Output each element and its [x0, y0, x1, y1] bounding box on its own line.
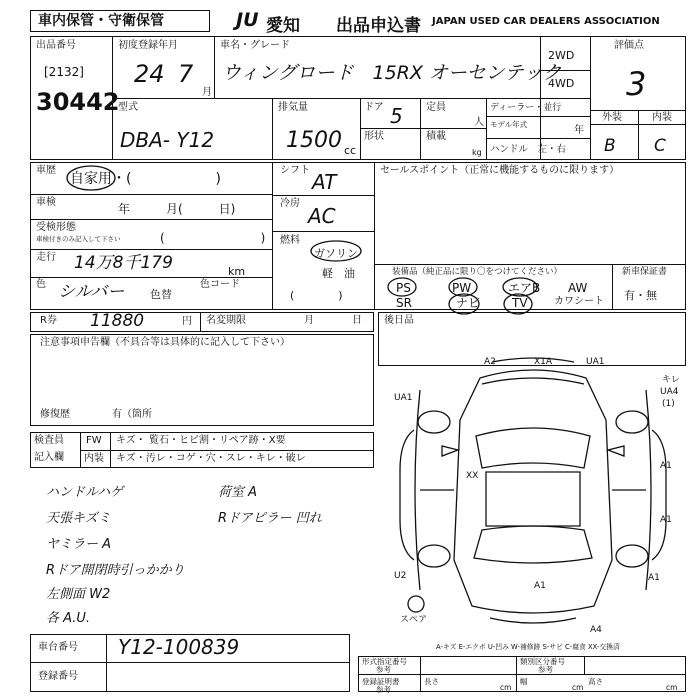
recycle-unit: 円	[182, 316, 192, 327]
note-5: 左側面 W2	[46, 587, 111, 602]
note-3: ヤミラー A	[46, 537, 112, 552]
int-label: 内装	[652, 112, 672, 123]
warranty-label: 新車保証書	[622, 267, 668, 277]
mileage-value: 14万8千179	[74, 253, 173, 273]
damage-legend: A-キズ E-エクボ U-凹み W-補修跡 S-サビ C-腐食 XX-交換済	[436, 643, 620, 651]
reg-label: 初度登録年月	[118, 40, 178, 51]
diagram-label-a1-r3: A1	[648, 573, 660, 583]
note-8: Rドアピラー 凹れ	[218, 511, 322, 526]
height-unit: cm	[666, 683, 678, 692]
repair-label: 修復歴	[40, 409, 70, 420]
retain-note: 車検付きのみ記入して下さい	[36, 235, 121, 243]
ext-label: 外装	[602, 112, 622, 123]
diagram-label-left-u2: U2	[394, 571, 407, 581]
fuel-label: 燃料	[280, 235, 300, 246]
association-name: JAPAN USED CAR DEALERS ASSOCIATION	[432, 16, 660, 27]
equip-ps: PS	[396, 281, 411, 295]
inspector-row2-items: キズ・汚レ・コゲ・穴・スレ・キレ・破レ	[116, 453, 306, 464]
recycle-label: R券	[40, 315, 57, 326]
warranty-value: 有・無	[624, 289, 657, 302]
diagram-label-a1-r2: A1	[660, 515, 672, 525]
name-change-month: 月	[304, 315, 314, 326]
color-change: 色替	[150, 288, 172, 301]
lot-code: [2132]	[44, 65, 84, 79]
note-6: 各 A.U.	[46, 611, 91, 626]
chassis-value: Y12-100839	[118, 635, 240, 659]
name-change-label: 名変期限	[206, 315, 246, 326]
car-damage-diagram	[380, 350, 686, 640]
reg-year: 24	[134, 60, 165, 88]
diagram-label-x1a: X1A	[534, 357, 553, 367]
note-4: Rドア開閉時引っかかり	[46, 563, 185, 578]
color-value: シルバー	[58, 282, 125, 302]
repair-value: 有（箇所	[112, 409, 152, 420]
inspector-row2-tag: 内装	[84, 453, 104, 464]
note-1: ハンドルハゲ	[46, 485, 124, 500]
equip-seat: カワシート	[554, 296, 604, 307]
fuel-light: 軽 油	[322, 267, 355, 280]
reg-month: 7	[178, 60, 194, 88]
equip-sr: SR	[396, 296, 412, 310]
diagram-label-ua1: UA1	[586, 357, 605, 367]
length-unit: cm	[500, 683, 512, 692]
diagram-label-spare: スペア	[400, 615, 428, 625]
cert-note: 登録証明書	[362, 677, 400, 686]
color-code-label: 色コード	[200, 279, 240, 290]
model-label: 型式	[118, 102, 138, 113]
inspector-row1-items: キズ・ 覧石・ヒビ割・リペア跡・X要	[116, 435, 286, 446]
equip-aw: AW	[568, 281, 588, 295]
length-label: 長さ	[424, 677, 439, 686]
class-ref: 参考	[538, 665, 553, 674]
notes-title: 注意事項申告欄（不具合等は具体的に記入して下さい）	[40, 337, 290, 348]
color-label: 色	[36, 279, 46, 290]
disp-label: 排気量	[278, 102, 308, 113]
equip-label: 装備品（純正品に限り〇をつけてください）	[392, 267, 563, 277]
diagram-label-a2: A2	[484, 357, 496, 367]
inspector-label-bottom: 記入欄	[34, 452, 64, 463]
history-label: 車歴	[36, 165, 56, 176]
score-label: 評価点	[614, 40, 644, 51]
model-year-label: モデル年式	[490, 120, 528, 129]
retain-label: 受検形態	[36, 222, 76, 233]
disp-unit: cc	[344, 144, 357, 157]
lot-number: 30442	[36, 88, 120, 116]
retain-value: ( )	[160, 231, 266, 245]
history-value: 自家用・( )	[70, 171, 221, 187]
disp-value: 1500	[286, 128, 342, 153]
height-label: 高さ	[588, 677, 603, 686]
load-unit: kg	[472, 148, 482, 157]
year-unit: 年	[574, 125, 584, 136]
int-value: C	[654, 136, 666, 156]
inspect-label: 車検	[36, 197, 56, 208]
class-number-label: 類別区分番号	[520, 657, 565, 666]
equip-airbag: エアB	[508, 281, 541, 295]
equip-pw: PW	[452, 281, 472, 295]
name-change-day: 日	[352, 315, 362, 326]
diagram-label-ua4: UA4	[660, 387, 679, 397]
reg-month-unit: 月	[202, 87, 212, 98]
model-value: DBA- Y12	[120, 128, 215, 152]
ext-value: B	[604, 136, 616, 156]
diagram-label-paren: (1)	[662, 399, 675, 409]
equip-tv: TV	[512, 296, 528, 310]
shift-value: AT	[312, 170, 337, 194]
shift-label: シフト	[280, 165, 310, 176]
note-7: 荷室 A	[218, 485, 258, 500]
diagram-label-a1-c: A1	[534, 581, 546, 591]
note-2: 天張キズミ	[46, 511, 111, 526]
cert-ref: 参考	[376, 685, 391, 694]
equip-navi: ナビ	[456, 296, 481, 310]
logo-pref: 愛知	[266, 16, 300, 36]
recycle-value: 11880	[90, 311, 145, 331]
car-name: ウィングロード 15RX オーセンテック	[222, 62, 562, 84]
inspect-value: 年 月( 日)	[118, 202, 236, 216]
storage-tag-text: 車内保管・守衛保管	[38, 13, 164, 29]
diagram-label-kire: キレ	[662, 375, 680, 385]
ac-label: 冷房	[280, 198, 300, 209]
mileage-unit: km	[228, 265, 246, 278]
inspector-label-top: 検査員	[34, 435, 64, 446]
cap-unit: 人	[474, 117, 484, 128]
ac-value: AC	[308, 204, 336, 228]
chassis-label: 車台番号	[38, 642, 78, 653]
door-label: ドア	[364, 102, 384, 113]
diagram-label-xx: XX	[466, 471, 479, 481]
type-ref: 参考	[376, 665, 391, 674]
after-label: 後日品	[384, 315, 414, 326]
load-label: 積載	[426, 131, 446, 142]
name-label: 車名・グレード	[220, 40, 290, 51]
diagram-label-a1-r1: A1	[660, 461, 672, 471]
ju-logo: JU	[236, 9, 259, 31]
handle-label: ハンドル 左・右	[490, 144, 567, 155]
diagram-label-a4: A4	[590, 625, 602, 635]
form-title: 出品申込書	[336, 16, 421, 36]
type-number-label: 形式指定番号	[362, 657, 407, 666]
drive-2wd: 2WD	[548, 49, 575, 62]
width-unit: cm	[572, 683, 584, 692]
registration-label: 登録番号	[38, 671, 78, 682]
lot-label: 出品番号	[36, 40, 76, 51]
door-value: 5	[390, 104, 403, 128]
fuel-paren: ( )	[290, 289, 343, 302]
sales-label: セールスポイント（正常に機能するものに限ります）	[380, 165, 620, 176]
width-label: 幅	[520, 677, 528, 686]
dealer-label: ディーラー・並行	[490, 103, 562, 113]
mileage-label: 走行	[36, 252, 56, 263]
cap-label: 定員	[426, 102, 446, 113]
drive-4wd: 4WD	[548, 77, 575, 90]
fuel-gas: ガソリン	[314, 247, 358, 260]
shape-label: 形状	[364, 131, 384, 142]
inspector-row1-tag: FW	[86, 435, 102, 446]
diagram-label-left-ua1: UA1	[394, 393, 413, 403]
recycle-row-frame	[30, 312, 374, 332]
score-value: 3	[626, 65, 647, 103]
